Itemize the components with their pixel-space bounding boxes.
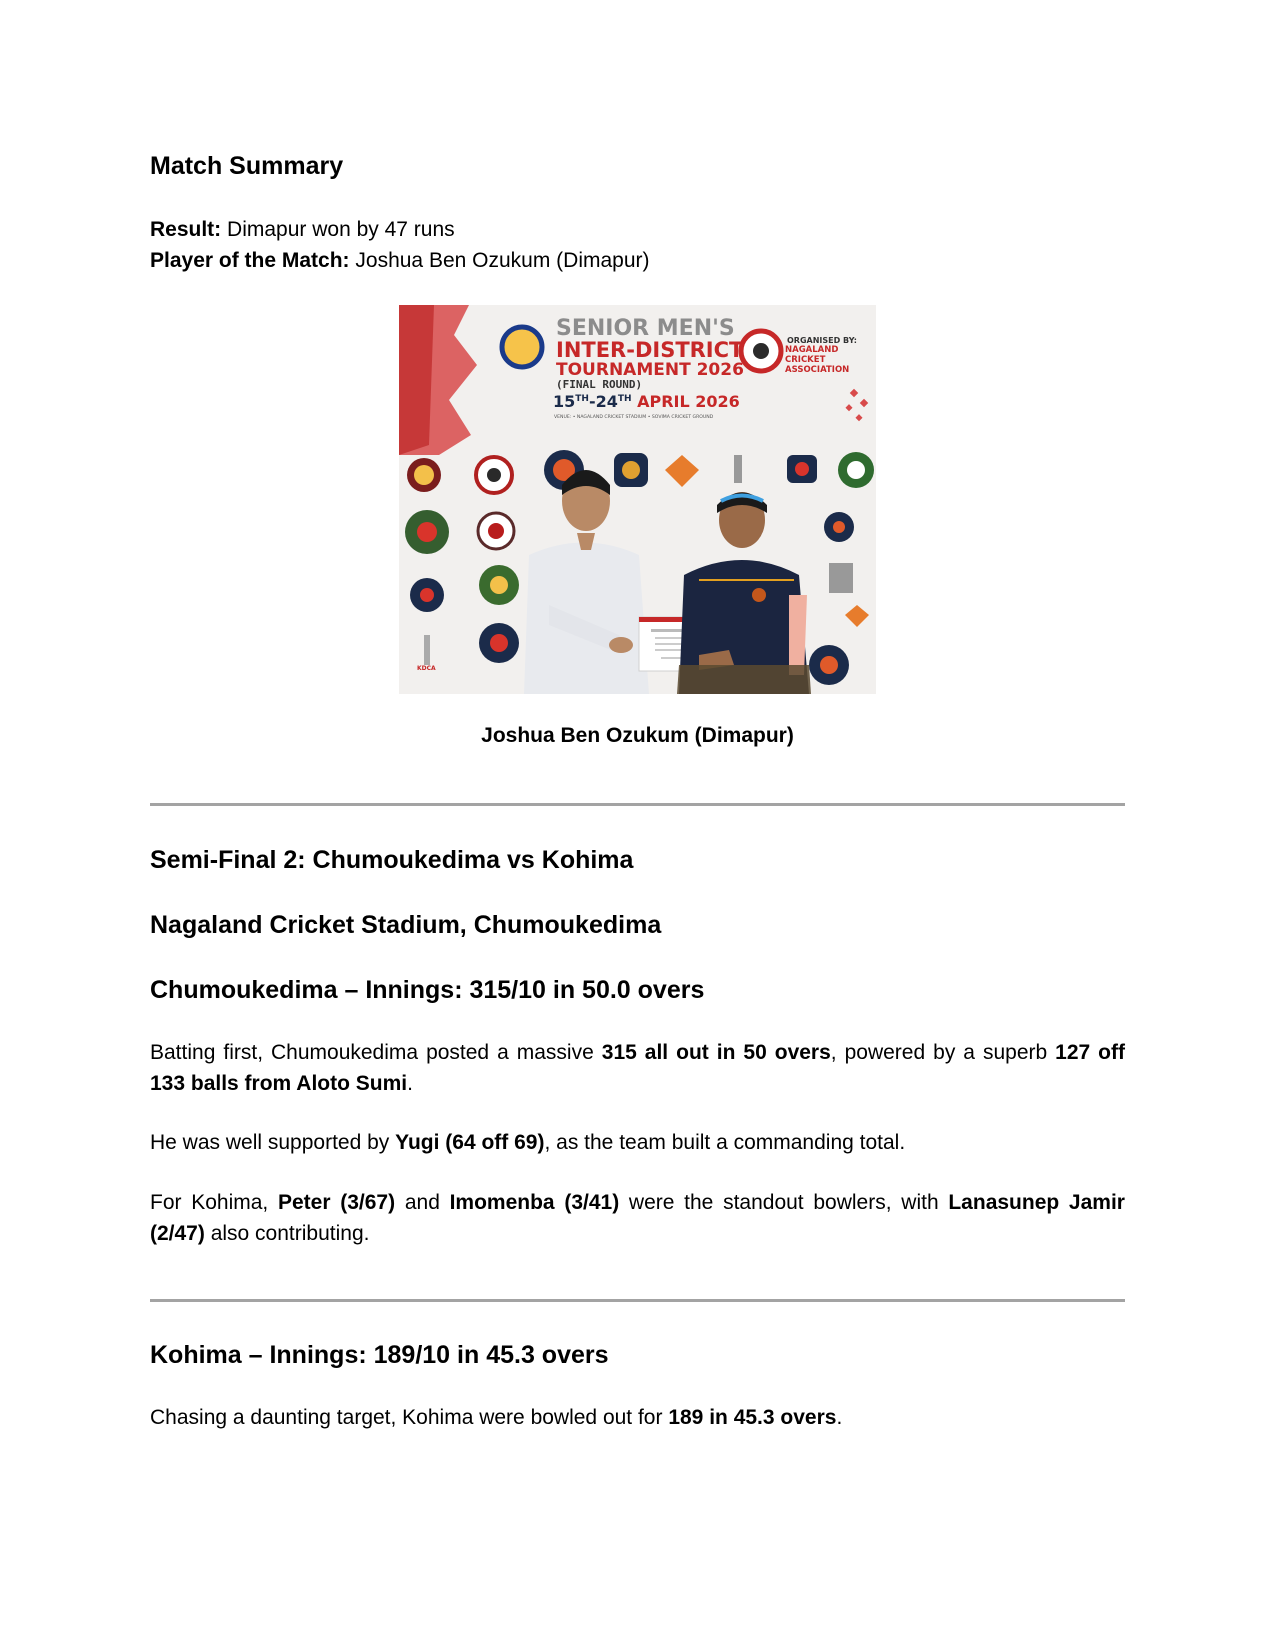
pom-label: Player of the Match: xyxy=(150,249,350,272)
banner-line3: TOURNAMENT 2026 xyxy=(556,360,744,380)
total-highlight: 315 all out in 50 overs xyxy=(601,1041,831,1064)
top-scorer-highlight: 127 off 133 balls from Aloto Sumi xyxy=(150,1041,1125,1095)
banner-line4: (FINAL ROUND) xyxy=(556,378,643,391)
bowler3-highlight: Lanasunep Jamir (2/47) xyxy=(150,1191,1125,1245)
banner-dates: 15TH-24TH APRIL 2026 xyxy=(553,392,740,411)
result-value: Dimapur won by 47 runs xyxy=(227,218,455,241)
innings1-heading: Chumoukedima – Innings: 315/10 in 50.0 overs xyxy=(150,976,705,1004)
svg-text:KDCA: KDCA xyxy=(417,665,436,672)
support-highlight: Yugi (64 off 69) xyxy=(395,1131,545,1154)
innings2-paragraph: Chasing a daunting target, Kohima were bowled out for 189 in 45.3 overs. xyxy=(150,1406,843,1429)
banner-organised-label: ORGANISED BY: xyxy=(787,336,857,345)
innings1-paragraph: Batting first, Chumoukedima posted a massive 315 all out in 50 overs, powered by a superb 127 off 133 balls from Aloto Sumi. xyxy=(150,1041,1125,1095)
kohima-total-highlight: 189 in 45.3 overs xyxy=(668,1406,837,1429)
venue-heading: Nagaland Cricket Stadium, Chumoukedima xyxy=(150,911,662,939)
pom-value: Joshua Ben Ozukum (Dimapur) xyxy=(355,249,650,272)
banner-line2: INTER-DISTRICT xyxy=(556,338,744,362)
bowler2-highlight: Imomenba (3/41) xyxy=(449,1191,620,1214)
innings2-heading: Kohima – Innings: 189/10 in 45.3 overs xyxy=(150,1341,609,1369)
photo-caption: Joshua Ben Ozukum (Dimapur) xyxy=(481,724,794,747)
award-photo xyxy=(399,305,876,694)
result-label: Result: xyxy=(150,218,222,241)
divider-1 xyxy=(150,803,1125,806)
match-summary-heading: Match Summary xyxy=(150,152,344,180)
banner-organiser: NAGALAND CRICKET ASSOCIATION xyxy=(785,345,850,375)
banner-line1: SENIOR MEN'S xyxy=(556,316,735,341)
bowling-paragraph: For Kohima, Peter (3/67) and Imomenba (3/41) were the standout bowlers, with Lanasunep Jamir (2/47) also contributing. xyxy=(150,1191,1125,1245)
player-of-match-line xyxy=(150,245,1125,276)
bowler1-highlight: Peter (3/67) xyxy=(277,1191,396,1214)
banner-venue: VENUE: • NAGALAND CRICKET STADIUM • SOVIMA CRICKET GROUND xyxy=(554,415,714,420)
divider-2 xyxy=(150,1299,1125,1302)
semi-final-title: Semi-Final 2: Chumoukedima vs Kohima xyxy=(150,846,634,874)
result-line xyxy=(150,214,1125,245)
support-paragraph: He was well supported by Yugi (64 off 69), as the team built a commanding total. xyxy=(150,1131,906,1154)
